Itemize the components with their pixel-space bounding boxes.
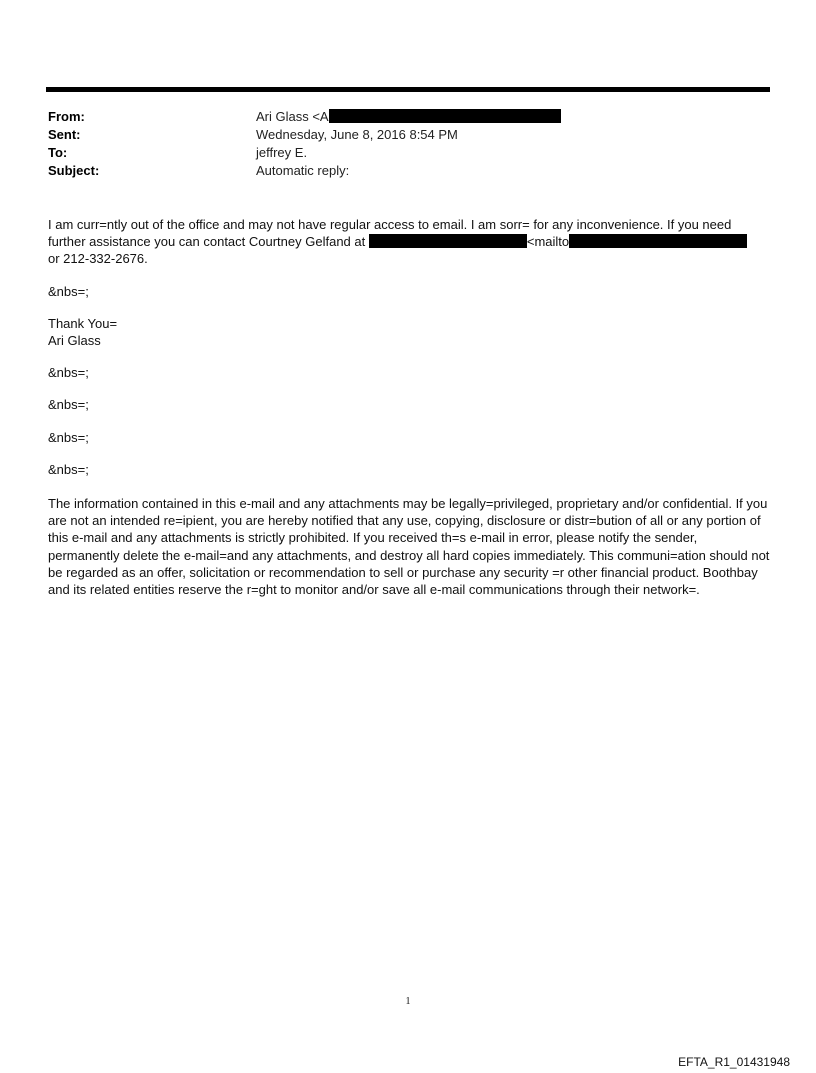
header-rule: [46, 87, 770, 92]
sent-label: Sent:: [48, 127, 81, 142]
sent-value: Wednesday, June 8, 2016 8:54 PM: [256, 127, 458, 142]
nbsp-line: &nbs=;: [48, 397, 89, 413]
redaction-box: [369, 234, 527, 248]
email-body: [48, 216, 772, 613]
from-label: From:: [48, 109, 85, 124]
to-row: [48, 144, 768, 162]
email-header: [48, 108, 768, 180]
redaction-box: [329, 109, 561, 123]
nbsp-line: &nbs=;: [48, 365, 89, 381]
sent-row: [48, 126, 768, 144]
from-row: [48, 108, 768, 126]
subject-label: Subject:: [48, 163, 100, 178]
to-label: To:: [48, 145, 68, 160]
out-of-office-paragraph: [48, 216, 772, 268]
body-line-1: I am curr=ntly out of the office and may not have regular access to email. I am sorr= for any inconvenience. If you need: [48, 217, 732, 232]
subject-row: [48, 162, 768, 180]
from-value-text: Ari Glass <A: [256, 109, 329, 124]
disclaimer-paragraph: The information contained in this e-mail and any attachments may be legally=privileged, proprietary and/or confidential. If you are not an intended re=ipient, you are hereby notified that any use, copying, disclosure or distr=bution of all or any portion of this e-mail and any attachments is strictly prohibited. If you received th=s e-mail in error, please notify the sender, permanently delete the e-mail=and any attachments, and destroy all hard copies immediately. This communi=ation should not be regarded as an offer, solicitation or recommendation to sell or purchase any security =r other financial product. Boothbay and its related entities reserve the r=ght to monitor and/or save all e-mail communications through their network=.: [48, 496, 770, 598]
page-number: 1: [405, 996, 411, 1007]
body-line-3: or 212-332-2676.: [48, 251, 148, 267]
bates-number: EFTA_R1_01431948: [678, 1055, 790, 1069]
mailto-text: <mailto: [526, 234, 570, 250]
signoff: [48, 315, 772, 349]
signature-text: Ari Glass: [48, 333, 101, 349]
nbsp-line: &nbs=;: [48, 461, 89, 477]
subject-value: Automatic reply:: [256, 163, 350, 178]
thanks-text: Thank You=: [48, 315, 118, 331]
from-value: [256, 108, 561, 126]
to-value: jeffrey E.: [256, 145, 308, 160]
body-line-2: further assistance you can contact Courtney Gelfand at: [48, 234, 366, 250]
nbsp-line: &nbs=;: [48, 429, 89, 445]
nbsp-line: &nbs=;: [48, 283, 89, 299]
redaction-box: [569, 234, 747, 248]
